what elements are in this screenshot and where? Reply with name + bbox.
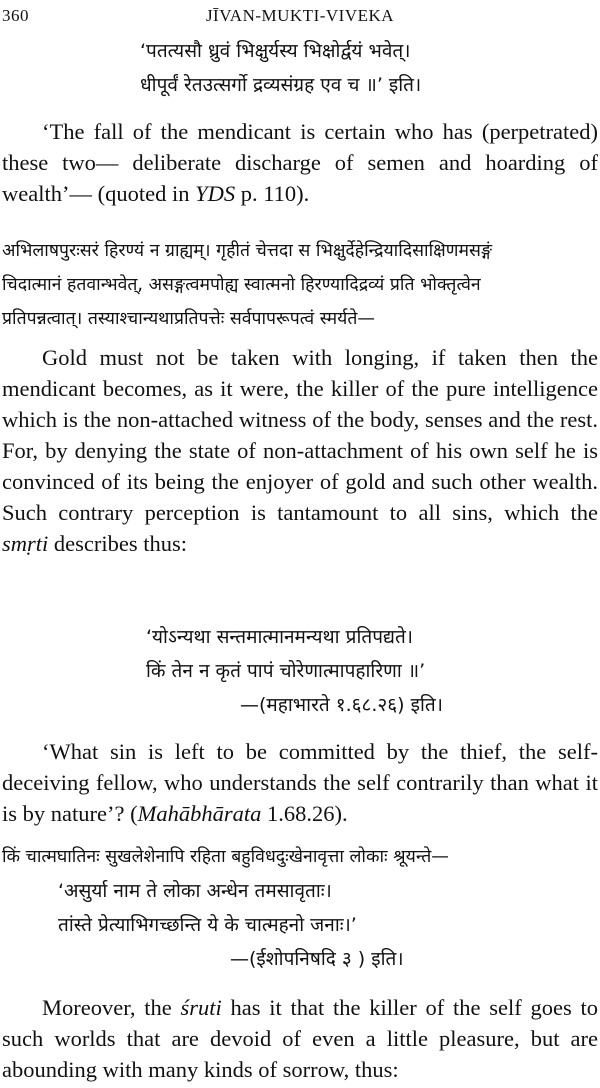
prose-line: चिदात्मानं हतवान्भवेत्, असङ्गत्वमपोह्य स्वात्मनो हिरण्यादिद्रव्यं प्रति भोक्तृत्वेन <box>2 275 481 295</box>
verse-line: ‘पतत्यसौ ध्रुवं भिक्षुर्यस्य भिक्षोर्द्वयं भवेत्। <box>140 40 411 62</box>
sanskrit-prose-1 <box>0 234 600 336</box>
translation-4 <box>0 992 600 1085</box>
prose-line: प्रतिपन्नत्वात्। तस्याश्चान्यथाप्रतिपत्तेः सर्वपापरूपत्वं स्मर्यते— <box>2 309 375 329</box>
sanskrit-verse-2 <box>0 620 600 722</box>
translation-paragraph <box>2 992 598 1085</box>
reference-page: p. 110). <box>235 181 310 206</box>
translation-1 <box>0 116 600 209</box>
translation-paragraph <box>2 116 598 209</box>
running-title: JĪVAN-MUKTI-VIVEKA <box>205 6 395 25</box>
sanskrit-prose-2 <box>0 840 600 874</box>
reference-title: Mahābhārata <box>137 801 262 826</box>
page-header <box>0 6 600 28</box>
sanskrit-verse-1 <box>0 34 600 102</box>
translation-text: has it that the killer of the self goes to such worlds that are devoid of even a little pleasure, but are abounding with many kinds of sorrow, thus: <box>2 995 598 1082</box>
sanskrit-verse-3 <box>0 874 600 976</box>
term-smrti: smṛti <box>2 531 49 556</box>
verse-line: धीपूर्वं रेतउत्सर्गो द्रव्यसंग्रह एव च ॥’ इति। <box>140 74 422 96</box>
translation-3 <box>0 736 600 829</box>
translation-text: ‘The fall of the mendicant is certain who has (perpetrated) these two— deliberate discharge of semen and hoarding of wealth’— (quoted in <box>2 119 598 206</box>
verse-line: ‘योऽन्यथा सन्तमात्मानमन्यथा प्रतिपद्यते। <box>146 626 414 648</box>
reference-abbrev: YDS <box>195 181 236 206</box>
translation-paragraph <box>2 736 598 829</box>
verse-line: तांस्ते प्रेत्याभिगच्छन्ति ये के चात्महनो जनाः।’ <box>58 914 357 936</box>
translation-text: ‘What sin is left to be committed by the thief, the self-deceiving fellow, who understands the self contrarily than what it is by nature’? ( <box>2 739 598 826</box>
page-number: 360 <box>2 6 29 25</box>
prose-line: किं चात्मघातिनः सुखलेशेनापि रहिता बहुविधदुःखेनावृत्ता लोकाः श्रूयन्ते— <box>2 847 449 867</box>
translation-text-start: Moreover, the <box>42 995 181 1020</box>
translation-text: Gold must not be taken with longing, if taken then the mendicant becomes, as it were, the killer of the pure intelligence which is the non-attached witness of the body, senses and the rest. For, by denying the state of non-attachment of his own self he is convinced of its being the enjoyer of gold and such other wealth. Such contrary perception is tantamount to all sins, which the <box>2 345 598 525</box>
prose-line: अभिलाषपुरःसरं हिरण्यं न ग्राह्यम्। गृहीतं चेत्तदा स भिक्षुर्देहेन्द्रियादिसाक्षिणमसङ्गं <box>2 241 493 261</box>
translation-paragraph <box>2 342 598 559</box>
verse-citation: —(महाभारते १.६८.२६) इति। <box>240 694 443 716</box>
verse-citation: —(ईशोपनिषदि ३ ) इति। <box>230 948 404 970</box>
translation-2 <box>0 342 600 559</box>
verse-line: किं तेन न कृतं पापं चोरेणात्मापहारिणा ॥’ <box>146 660 426 682</box>
translation-text-end: describes thus: <box>48 531 187 556</box>
reference-number: 1.68.26). <box>261 801 348 826</box>
term-sruti: śruti <box>180 995 222 1020</box>
verse-line: ‘असुर्या नाम ते लोका अन्धेन तमसावृताः। <box>58 880 332 902</box>
